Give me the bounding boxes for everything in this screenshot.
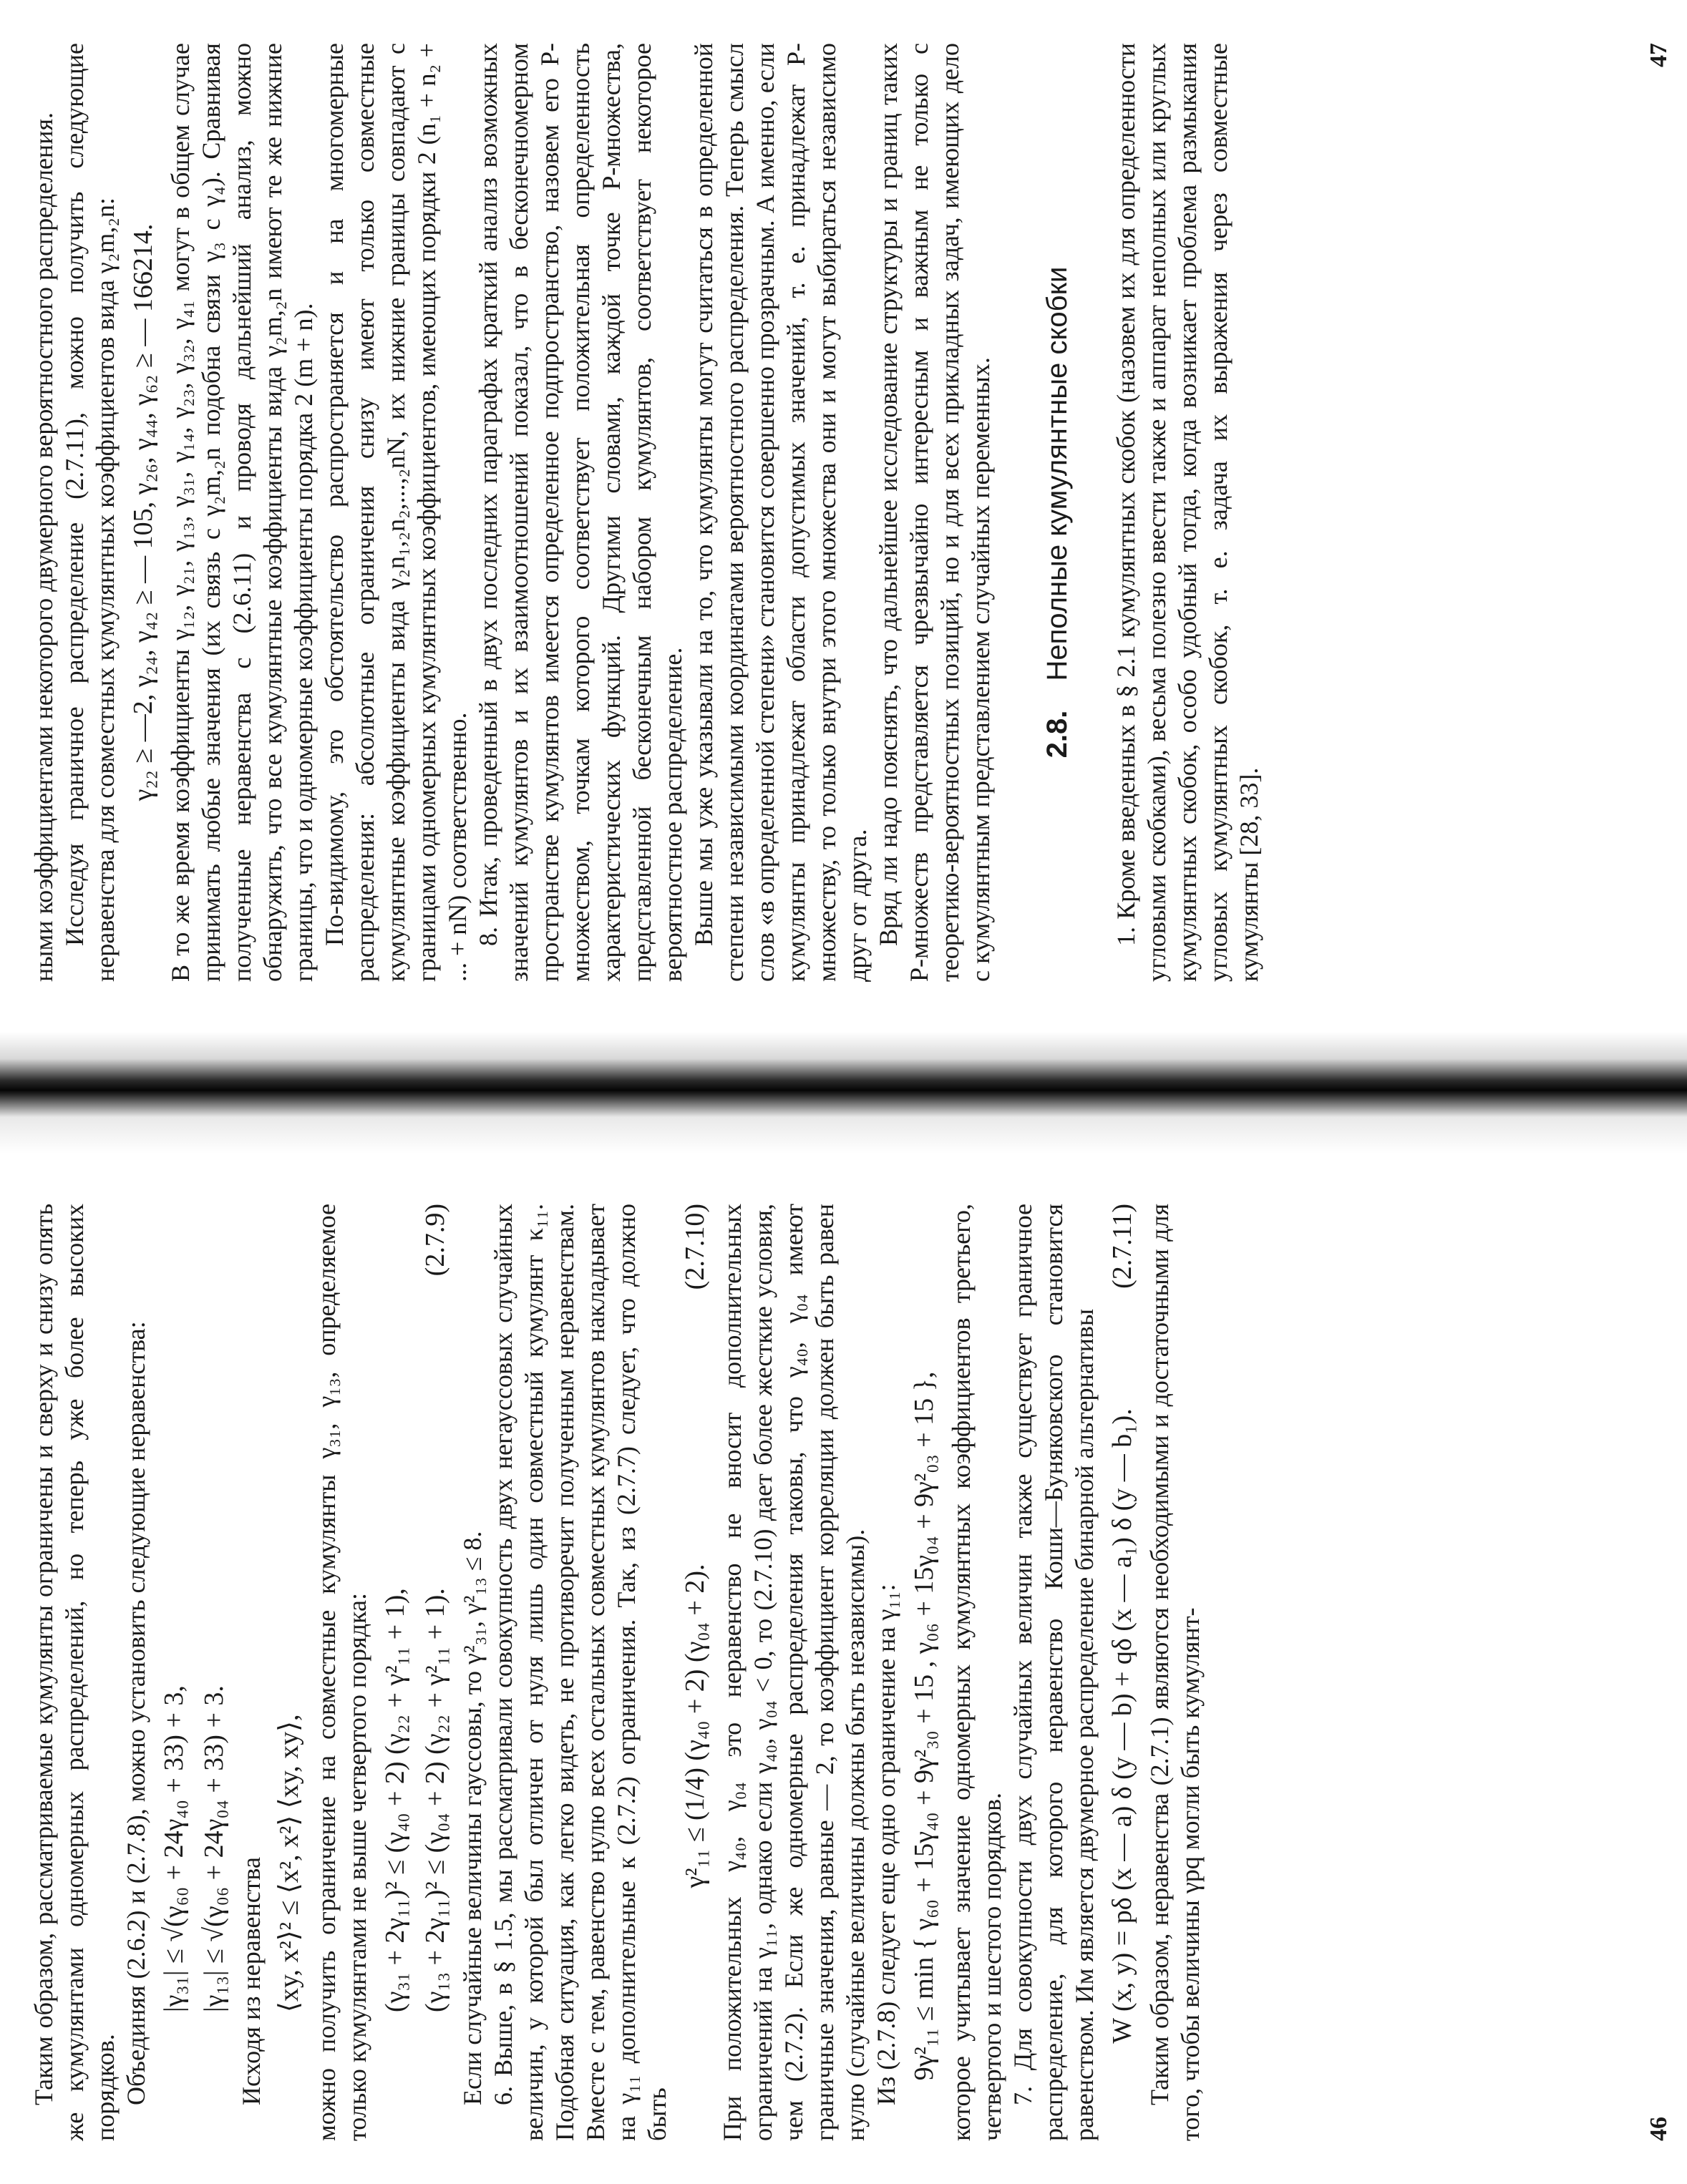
paragraph: Исследуя граничное распределение (2.7.11), можно получить следующие неравенства для совместных кумулянтных коэффициентов вида γ₂m,₂n: [60, 43, 120, 982]
equation-number: (2.7.9) [420, 1204, 450, 1277]
paragraph: Если случайные величины гауссовы, то γ²₃₁, γ²₁₃ ≤ 8. [458, 1531, 487, 2105]
section-heading [1039, 43, 1075, 982]
formula: (γ₃₁ + 2γ₁₁)² ≤ (γ₄₀ + 2) (γ₂₂ + γ²₁₁ + 1), [380, 1588, 410, 2012]
formula: W (x, y) = pδ (x — a) δ (y — b) + qδ (x — a₁) δ (y — b₁). (2.7.11) [1104, 1204, 1140, 2141]
paragraph: Таким образом, рассматриваемые кумулянты ограничены и сверху и снизу опять же кумулянтами одномерных распределений, но теперь уже более высоких порядков. [29, 1204, 120, 2141]
paragraph: ными коэффициентами некоторого двумерного вероятностного распределения. [29, 112, 58, 982]
formula: |γ₃₁| ≤ √(γ₆₀ + 24γ₄₀ + 33) + 3, [159, 1685, 189, 2012]
formula: |γ₁₃| ≤ √(γ₀₆ + 24γ₀₄ + 33) + 3. [199, 1685, 229, 2012]
paragraph: 7. Для совокупности двух случайных величин также существует граничное распределение, для которого неравенство Коши—Буняковского становится равенством. Им является двумерное распределение бинарной альтернативы [1008, 1204, 1099, 2141]
left-page [0, 1154, 1687, 2184]
equation-number: (2.7.10) [680, 1204, 710, 1290]
page-number: 47 [1645, 43, 1672, 67]
paragraph: можно получить ограничение на совместные кумулянты γ₃₁, γ₁₃, определяемое только кумулянтами не выше четвертого порядка: [312, 1204, 371, 2141]
paragraph: 8. Итак, проведенный в двух последних параграфах краткий анализ возможных значений кумулянтов и их взаимоотношений показал, что в бесконечномерном пространстве кумулянтов имеется определенное подпространство, назовем его P-множеством, точкам которого соответствует положительная определенность характеристических функций. Другими словами, каждой точке P-множества, представленной бесконечным набором кумулянтов, соответствует некоторое вероятностное распределение. [474, 43, 687, 982]
paragraph: По-видимому, это обстоятельство распространяется и на многомерные распределения: абсолютные ограничения снизу имеют только совместные кумулянтные коэффициенты вида γ₂n₁,₂n₂,...,₂nN, их нижние границы совпадают с границами одномерных кумулянтных коэффициентов, имеющих порядки 2 (n₁ + n₂ + ... + nN) соответственно. [320, 43, 472, 982]
formula: γ₂₂ ≥ —2, γ₂₄, γ₄₂ ≥ — 105, γ₂₆, γ₄₄, γ₆₂ ≥ — 166214. [128, 223, 158, 801]
paragraph: 1. Кроме введенных в § 2.1 кумулянтных скобок (назовем их для определенности угловыми скобками), весьма полезно ввести также и аппарат неполных или круглых кумулянтных скобок, особо удобный тогда, когда возникает проблема размыкания угловых кумулянтных скобок, т. е. задача их выражения через совместные кумулянты [28, 33]. [1112, 43, 1263, 982]
book-gutter-shadow [0, 1032, 1687, 1154]
paragraph: Выше мы уже указывали на то, что кумулянты могут считаться в определенной степени независимыми координатами вероятностного распределения. Теперь смысл слов «в определенной степени» становится совершенно прозрачным. А именно, если кумулянты принадлежат области допустимых значений, т. е. принадлежат P-множеству, то только внутри этого множества они и могут выбираться независимо друг от друга. [689, 43, 872, 982]
formula: γ²₁₁ ≤ (1/4) (γ₄₀ + 2) (γ₀₄ + 2). (2.7.10) [677, 1204, 713, 2141]
paragraph: Из (2.7.8) следует еще одно ограничение на γ₁₁: [872, 1584, 900, 2105]
paragraph: Таким образом, неравенства (2.7.1) являются необходимыми и достаточными для того, чтобы величины γpq могли быть кумулянт- [1145, 1204, 1205, 2141]
section-number: 2.8. [1041, 710, 1073, 759]
page-number: 46 [1645, 2117, 1672, 2141]
paragraph: При положительных γ₄₀, γ₀₄ это неравенство не вносит дополнительных ограничений на γ₁₁, однако если γ₄₀, γ₀₄ < 0, то (2.7.10) дает более жесткие условия, чем (2.7.2). Если же одномерные распределения таковы, что γ₄₀, γ₀₄ имеют граничные значения, равные — 2, то коэффициент корреляции должен быть равен нулю (случайные величины должны быть независимы). [718, 1204, 870, 2141]
paragraph: Объединяя (2.6.2) и (2.7.8), можно установить следующие неравенства: [122, 1321, 150, 2105]
formula: ⟨xy, x²⟩² ≤ ⟨x², x²⟩ ⟨xy, xy⟩, [274, 1714, 304, 2012]
paragraph: 6. Выше, в § 1.5, мы рассматривали совокупность двух негауссовых случайных величин, у которой был отличен от нуля лишь один совместный кумулянт κ₁₁. Подобная ситуация, как легко видеть, не противоречит полученным неравенствам. Вместе с тем, равенство нулю всех остальных совместных кумулянтов накладывает на γ₁₁ дополнительные к (2.7.2) ограничения. Так, из (2.7.7) следует, что должно быть [489, 1204, 671, 2141]
right-page [0, 0, 1687, 1032]
formula: (γ₁₃ + 2γ₁₁)² ≤ (γ₀₄ + 2) (γ₂₂ + γ²₁₁ + 1). (2.7.9) [417, 1204, 453, 2141]
equation-number: (2.7.11) [1107, 1204, 1137, 1289]
paragraph: которое учитывает значение одномерных кумулянтных коэффициентов третьего, четвертого и шестого порядков. [947, 1204, 1006, 2141]
paragraph: Вряд ли надо пояснять, что дальнейшее исследование структуры и границ таких P-множеств представляется чрезвычайно интересным и важным не только с теоретико-вероятностных позиций, но и для всех прикладных задач, имеющих дело с кумулянтным представлением случайных переменных. [874, 43, 995, 982]
paragraph: В то же время коэффициенты γ₁₂, γ₂₁, γ₁₃, γ₃₁, γ₁₄, γ₂₃, γ₃₂, γ₄₁ могут в общем случае принимать любые значения (их связь с γ₂m,₂n подобна связи γ₃ с γ₄). Сравнивая полученные неравенства с (2.6.11) и проводя дальнейший анализ, можно обнаружить, что все кумулянтные коэффициенты вида γ₂m,₂n имеют те же нижние границы, что и одномерные коэффициенты порядка 2 (m + n). [166, 43, 318, 982]
section-title: Неполные кумулянтные скобки [1041, 266, 1073, 681]
formula: 9γ²₁₁ ≤ min { γ₆₀ + 15γ₄₀ + 9γ²₃₀ + 15 , γ₀₆ + 15γ₀₄ + 9γ²₀₃ + 15 }, [909, 1371, 939, 2081]
paragraph: Исходя из неравенства [237, 1857, 266, 2105]
